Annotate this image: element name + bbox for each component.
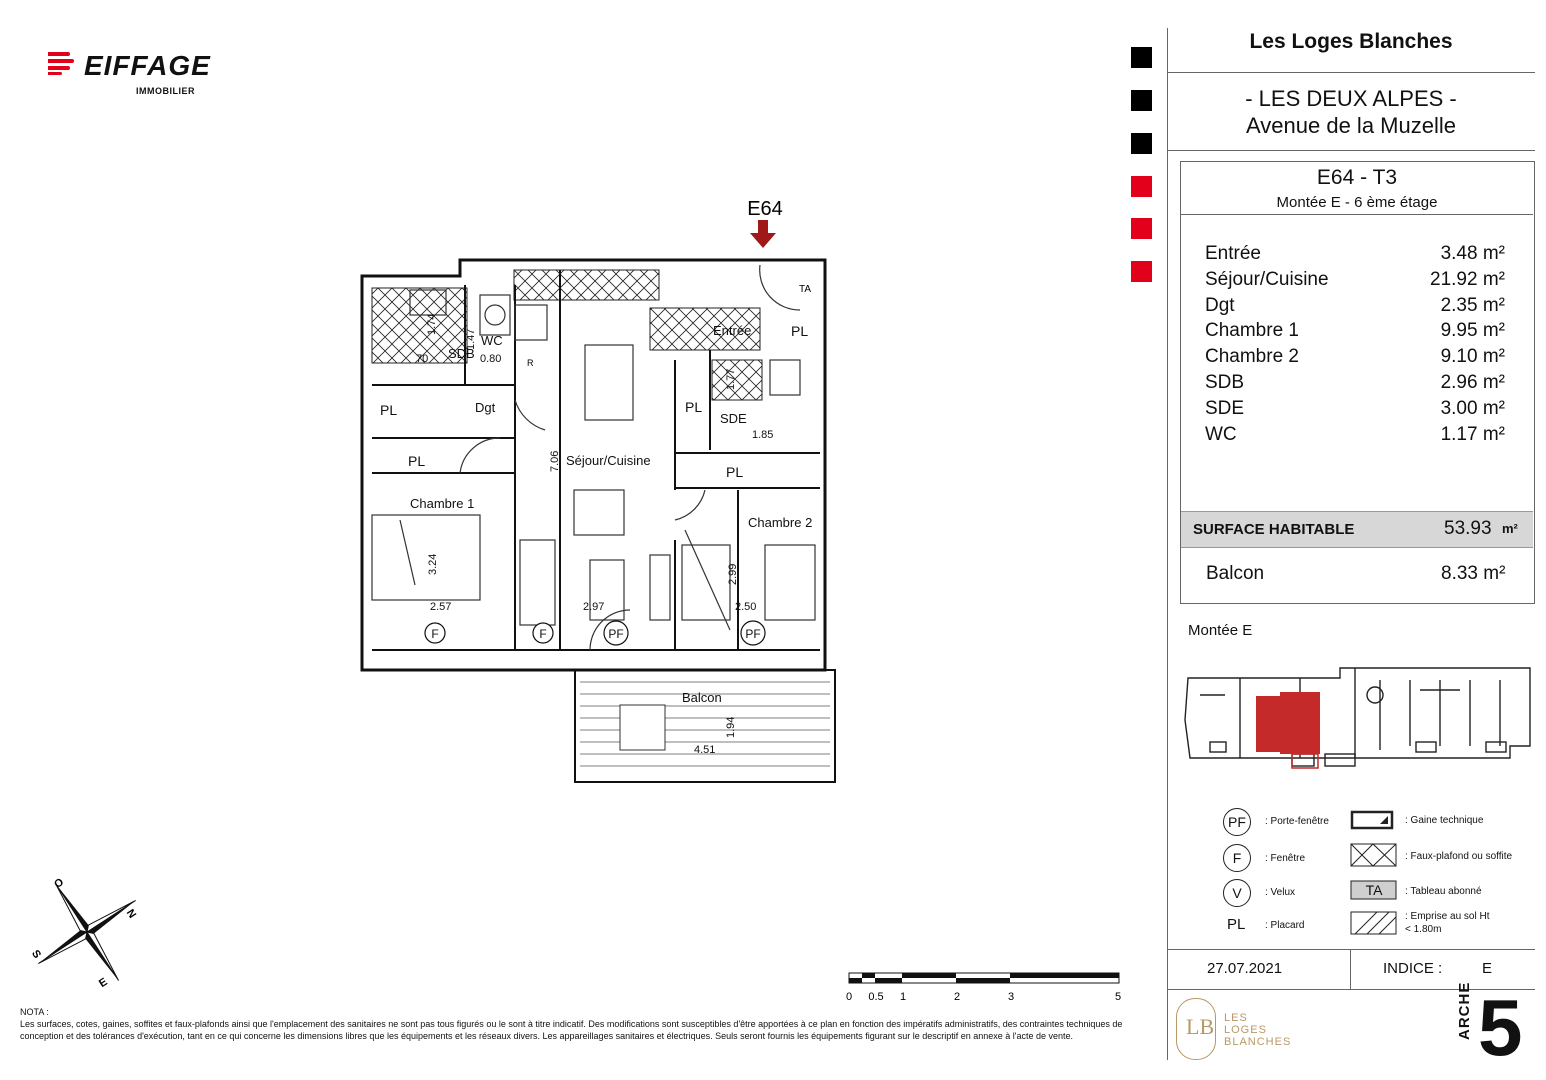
emprise-legend-text: : Emprise au sol Ht: [1405, 911, 1490, 922]
divider: [1167, 150, 1535, 151]
placard-label: PL: [791, 323, 809, 339]
dimension: 1.94: [725, 716, 737, 738]
arche-wordmark: ARCHE: [1456, 981, 1473, 1040]
key-plan: [1180, 660, 1535, 772]
unit-location: Montée E - 6 ème étage: [1276, 194, 1438, 211]
surface-value: 53.93: [1444, 518, 1492, 539]
floor-plan: [350, 190, 850, 800]
room-label-chambre2: Chambre 2: [748, 515, 813, 530]
faux-plafond-zone: [514, 270, 659, 300]
fridge-label: R: [527, 358, 534, 368]
room-row: Séjour/Cuisine 21.92 m²: [1205, 268, 1505, 290]
dimension: 70: [416, 353, 429, 365]
scale-tick: 3: [1007, 991, 1015, 1003]
emprise-swatch-icon: [1351, 912, 1396, 934]
nota-text: Les surfaces, cotes, gaines, soffites et faux-plafonds ainsi que l'emplacement des sanitaires ne sont pas tous figurés ou le sont à titre indicatif. Des modifications sont susceptibles d'être apportées à ce plan en fonction des impératifs administratifs, des contraintes techniques de conception et des tolérances d'exécution, tant en ce qui concerne les dimensions libres que les équipements et les réseaux divers. Les appareillages sanitaires et électriques. Seuls seront fournis les équipements figurant sur le descriptif en annexe à l'acte de vente.: [20, 1019, 1123, 1041]
surface-label: SURFACE HABITABLE: [1193, 521, 1355, 538]
dimension: 2.50: [735, 601, 757, 613]
compass-rose-icon: [25, 870, 150, 995]
room-row: Dgt 2.35 m²: [1205, 294, 1505, 316]
dimension: 2.57: [430, 601, 452, 613]
scale-tick: 5: [1114, 991, 1122, 1003]
balcon-label: Balcon: [1206, 563, 1265, 584]
room-label-sde: SDE: [720, 411, 747, 426]
scale-tick: 1: [899, 991, 907, 1003]
dimension: 1.74: [426, 313, 438, 335]
indice-value: E: [1482, 960, 1493, 977]
dimension: 1.85: [752, 429, 774, 441]
f-legend-icon: F: [1223, 844, 1251, 872]
unit-code: E64 - T3: [1316, 166, 1398, 189]
fenetre-symbol: F: [431, 627, 439, 641]
divider: [1167, 72, 1535, 73]
placard-label: PL: [726, 464, 744, 480]
nota-title: NOTA :: [20, 1007, 49, 1017]
entrance-arrow-icon: [750, 220, 776, 248]
compass-o: O: [52, 876, 66, 891]
dimension: 2.97: [583, 601, 605, 613]
room-label-sdb: SDB: [448, 346, 475, 361]
room-row: SDE 3.00 m²: [1205, 397, 1505, 419]
room-row: WC 1.17 m²: [1205, 423, 1505, 445]
porte-fenetre-symbol: PF: [608, 627, 624, 641]
room-label-sejour: Séjour/Cuisine: [566, 453, 651, 468]
ta-legend-text: : Tableau abonné: [1405, 886, 1482, 897]
scale-tick: 0.5: [868, 991, 884, 1003]
room-label-entree: Entrée: [713, 323, 752, 338]
eiffage-mark-icon: [48, 52, 74, 76]
fenetre-symbol: F: [539, 627, 547, 641]
f-legend-text: : Fenêtre: [1265, 853, 1306, 864]
panel-border: [1167, 28, 1168, 1060]
scale-tick: 2: [953, 991, 961, 1003]
room-list: [1205, 243, 1505, 449]
red-square-1: [1131, 176, 1152, 197]
ta-label: TA: [799, 284, 812, 295]
scale-bar: [845, 970, 1125, 1006]
compass-s: S: [28, 947, 44, 961]
legend-swatches: [1350, 810, 1398, 936]
balcony: [575, 670, 835, 782]
red-square-3: [1131, 261, 1152, 282]
black-square-3: [1131, 133, 1152, 154]
red-square-2: [1131, 218, 1152, 239]
room-row: Entrée 3.48 m²: [1205, 243, 1505, 264]
project-city: - LES DEUX ALPES -: [1245, 86, 1457, 111]
placard-label: PL: [408, 453, 426, 469]
surface-unit: m²: [1502, 521, 1518, 536]
v-legend-icon: V: [1223, 879, 1251, 907]
unit-marker-label: E64: [747, 198, 783, 220]
black-square-2: [1131, 90, 1152, 111]
room-label-chambre1: Chambre 1: [410, 496, 475, 511]
divider: [1181, 214, 1533, 215]
loges-blanches-wordmark: LES LOGES BLANCHES: [1224, 1012, 1292, 1048]
dimension: 1.47: [465, 328, 477, 350]
compass-n: N: [123, 907, 139, 921]
room-row: SDB 2.96 m²: [1205, 371, 1505, 393]
emprise-legend-text-2: < 1.80m: [1405, 924, 1442, 935]
dimension: 7.06: [549, 450, 561, 472]
project-name: Les Loges Blanches: [1249, 30, 1453, 53]
faux-plafond-zone: [712, 360, 762, 400]
balcon-value: 8.33 m²: [1441, 563, 1506, 584]
placard-label: PL: [380, 402, 398, 418]
black-square-1: [1131, 47, 1152, 68]
room-label-balcon: Balcon: [682, 690, 722, 705]
placard-label: PL: [685, 399, 703, 415]
gaine-legend-text: : Gaine technique: [1405, 815, 1484, 826]
arche-five-logo: 5: [1478, 983, 1523, 1072]
scale-tick: 0: [845, 991, 853, 1003]
pl-legend-icon: PL: [1227, 916, 1246, 933]
dimension: 0.80: [480, 353, 502, 365]
pf-legend-icon: PF: [1223, 808, 1251, 836]
logo-brand: EIFFAGE: [84, 50, 211, 81]
faux-legend-text: : Faux-plafond ou soffite: [1405, 851, 1513, 862]
nota-block: [20, 1006, 1130, 1042]
compass-e: E: [96, 975, 110, 991]
dimension: 2.99: [727, 563, 739, 585]
logo-subtitle: IMMOBILIER: [136, 86, 195, 96]
room-label-wc: WC: [481, 333, 503, 348]
plan-date: 27.07.2021: [1207, 960, 1283, 977]
divider: [1167, 949, 1535, 950]
v-legend-text: : Velux: [1265, 887, 1296, 898]
dimension: 3.24: [427, 553, 439, 575]
project-address: Avenue de la Muzelle: [1246, 113, 1456, 138]
pf-legend-text: : Porte-fenêtre: [1265, 816, 1329, 827]
ta-legend-symbol: TA: [1365, 882, 1383, 898]
room-label-dgt: Dgt: [475, 400, 496, 415]
porte-fenetre-symbol: PF: [745, 627, 761, 641]
pl-legend-text: : Placard: [1265, 920, 1305, 931]
indice-label: INDICE :: [1383, 960, 1443, 977]
room-row: Chambre 2 9.10 m²: [1205, 346, 1505, 368]
room-row: Chambre 1 9.95 m²: [1205, 320, 1505, 342]
highlight-right: [1280, 692, 1320, 754]
faux-plafond-swatch-icon: [1351, 844, 1396, 866]
dimension: 4.51: [694, 744, 716, 756]
dimension: 1.77: [725, 368, 737, 390]
montee-label: Montée E: [1188, 622, 1253, 639]
divider: [1350, 950, 1351, 989]
loges-blanches-monogram-icon: LB: [1186, 1014, 1215, 1039]
